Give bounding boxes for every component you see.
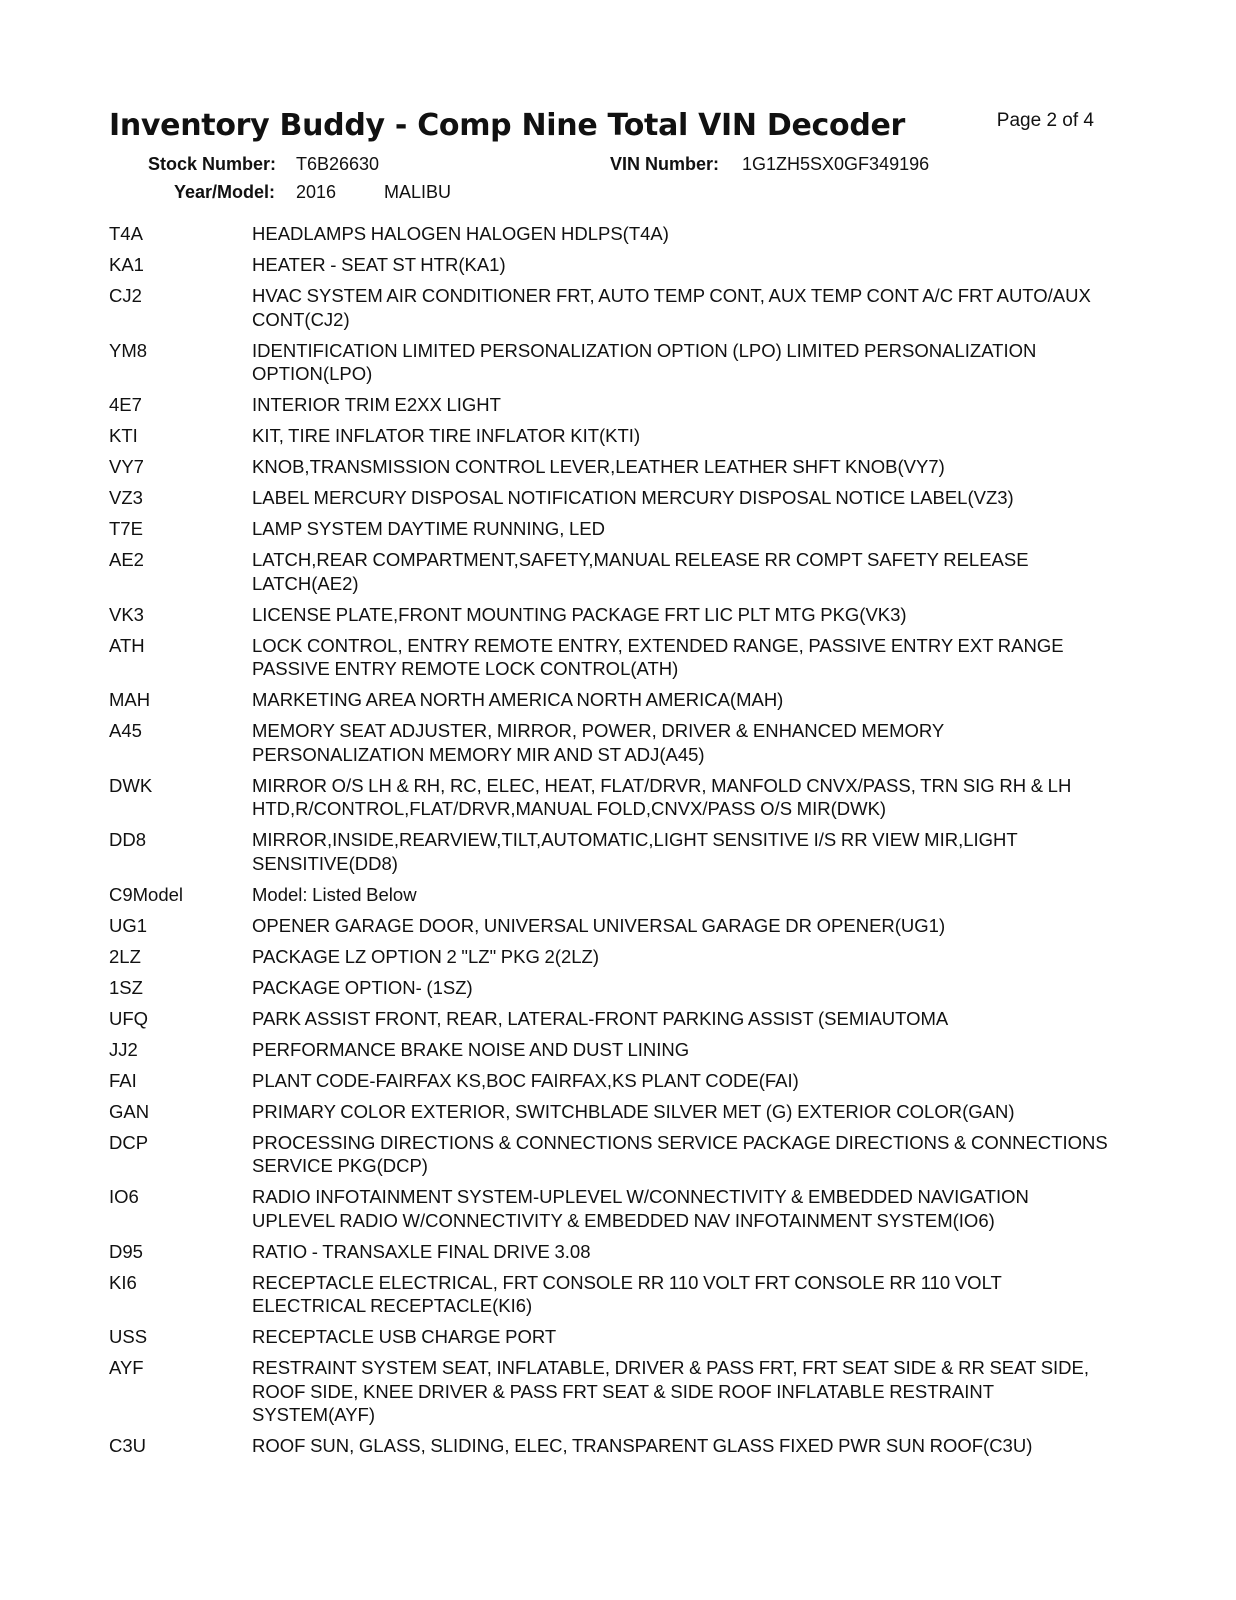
option-row (109, 548, 1109, 595)
option-code: KA1 (109, 254, 144, 275)
option-description: MIRROR,INSIDE,REARVIEW,TILT,AUTOMATIC,LIGHT SENSITIVE I/S RR VIEW MIR,LIGHT SENSITIVE(DD8) (252, 829, 1018, 874)
option-row (109, 222, 1109, 246)
option-row (109, 1271, 1109, 1318)
option-code: T7E (109, 518, 143, 539)
option-row (109, 517, 1109, 541)
option-description: OPENER GARAGE DOOR, UNIVERSAL UNIVERSAL GARAGE DR OPENER(UG1) (252, 914, 946, 936)
option-description: HEADLAMPS HALOGEN HALOGEN HDLPS(T4A) (252, 223, 669, 244)
page-number: Page 2 of 4 (996, 110, 1094, 131)
option-description: MEMORY SEAT ADJUSTER, MIRROR, POWER, DRIVER & ENHANCED MEMORY PERSONALIZATION MEMORY MIR AND ST ADJ(A45) (252, 720, 944, 765)
option-code: 4E7 (109, 394, 142, 415)
option-code: T4A (109, 223, 143, 244)
option-code: 1SZ (109, 976, 143, 998)
option-description: MARKETING AREA NORTH AMERICA NORTH AMERICA(MAH) (252, 689, 784, 710)
option-row (109, 1356, 1109, 1427)
option-row (109, 486, 1109, 510)
option-description: PRIMARY COLOR EXTERIOR, SWITCHBLADE SILVER MET (G) EXTERIOR COLOR(GAN) (252, 1100, 1015, 1122)
option-code: C3U (109, 1435, 147, 1456)
option-description: PROCESSING DIRECTIONS & CONNECTIONS SERVICE PACKAGE DIRECTIONS & CONNECTIONS SERVICE PKG(DCP) (252, 1131, 1108, 1176)
option-code: FAI (109, 1069, 137, 1091)
option-row (109, 1007, 1109, 1031)
option-description: RECEPTACLE ELECTRICAL, FRT CONSOLE RR 110 VOLT FRT CONSOLE RR 110 VOLT ELECTRICAL RECEPTACLE(KI6) (252, 1271, 1002, 1316)
option-row (109, 1434, 1109, 1458)
option-code: 2LZ (109, 945, 141, 967)
option-row (109, 393, 1109, 417)
option-row (109, 828, 1109, 875)
option-row (109, 1325, 1109, 1349)
option-row (109, 1240, 1109, 1264)
option-description: PACKAGE LZ OPTION 2 "LZ" PKG 2(2LZ) (252, 945, 599, 967)
option-description: RADIO INFOTAINMENT SYSTEM-UPLEVEL W/CONNECTIVITY & EMBEDDED NAVIGATION UPLEVEL RADIO W/CONNECTIVITY & EMBEDDED NAV INFOTAINMENT SYSTEM(IO6) (252, 1186, 1029, 1231)
option-row (109, 253, 1109, 277)
option-description: LABEL MERCURY DISPOSAL NOTIFICATION MERCURY DISPOSAL NOTICE LABEL(VZ3) (252, 487, 1014, 508)
option-code: UFQ (109, 1007, 149, 1029)
option-description: LOCK CONTROL, ENTRY REMOTE ENTRY, EXTENDED RANGE, PASSIVE ENTRY EXT RANGE PASSIVE ENTRY REMOTE LOCK CONTROL(ATH) (252, 634, 1064, 679)
option-code: IO6 (109, 1186, 139, 1207)
option-row (109, 1131, 1109, 1178)
option-row (109, 1038, 1109, 1062)
model-value: MALIBU (384, 182, 452, 202)
option-description: RESTRAINT SYSTEM SEAT, INFLATABLE, DRIVER & PASS FRT, FRT SEAT SIDE & RR SEAT SIDE, ROOF SIDE, KNEE DRIVER & PASS FRT SEAT & SIDE ROOF INFLATABLE RESTRAINT SYSTEM(AYF) (252, 1357, 1090, 1425)
option-description: Model: Listed Below (252, 883, 417, 905)
option-row (109, 1100, 1109, 1124)
vin-number-label: VIN Number: (610, 154, 720, 174)
option-code: VZ3 (109, 487, 143, 508)
option-description: ROOF SUN, GLASS, SLIDING, ELEC, TRANSPARENT GLASS FIXED PWR SUN ROOF(C3U) (252, 1435, 1033, 1456)
option-description: HVAC SYSTEM AIR CONDITIONER FRT, AUTO TEMP CONT, AUX TEMP CONT A/C FRT AUTO/AUX CONT(CJ2) (252, 285, 1091, 330)
option-description: INTERIOR TRIM E2XX LIGHT (252, 394, 501, 415)
option-row (109, 284, 1109, 331)
page-title: Inventory Buddy - Comp Nine Total VIN Decoder (109, 108, 906, 143)
option-code: VK3 (109, 603, 144, 625)
option-row (109, 1069, 1109, 1093)
option-description: MIRROR O/S LH & RH, RC, ELEC, HEAT, FLAT/DRVR, MANFOLD CNVX/PASS, TRN SIG RH & LH HTD,R/CONTROL,FLAT/DRVR,MANUAL FOLD,CNVX/PASS O/S MIR(DWK) (252, 774, 1072, 819)
option-row (109, 634, 1109, 681)
year-value: 2016 (296, 182, 337, 202)
option-row (109, 719, 1109, 766)
option-description: KIT, TIRE INFLATOR TIRE INFLATOR KIT(KTI) (252, 425, 641, 446)
option-code: DCP (109, 1131, 149, 1153)
option-code: MAH (109, 689, 151, 710)
stock-number-value: T6B26630 (296, 154, 380, 174)
option-description: PERFORMANCE BRAKE NOISE AND DUST LINING (252, 1038, 690, 1060)
option-row (109, 914, 1109, 938)
option-description: PACKAGE OPTION- (1SZ) (252, 976, 473, 998)
option-code: AE2 (109, 549, 144, 570)
option-code: USS (109, 1326, 148, 1347)
option-description: LATCH,REAR COMPARTMENT,SAFETY,MANUAL RELEASE RR COMPT SAFETY RELEASE LATCH(AE2) (252, 549, 1029, 594)
option-code: CJ2 (109, 285, 142, 306)
vin-number-value: 1G1ZH5SX0GF349196 (742, 154, 930, 174)
stock-number-label: Stock Number: (148, 154, 277, 174)
option-description: IDENTIFICATION LIMITED PERSONALIZATION OPTION (LPO) LIMITED PERSONALIZATION OPTION(LPO) (252, 339, 1037, 384)
option-list (109, 222, 1109, 1465)
option-code: A45 (109, 720, 142, 741)
option-code: YM8 (109, 339, 148, 361)
option-description: HEATER - SEAT ST HTR(KA1) (252, 254, 506, 275)
option-description: LICENSE PLATE,FRONT MOUNTING PACKAGE FRT LIC PLT MTG PKG(VK3) (252, 603, 907, 625)
option-row (109, 945, 1109, 969)
option-description: KNOB,TRANSMISSION CONTROL LEVER,LEATHER LEATHER SHFT KNOB(VY7) (252, 456, 945, 477)
option-code: KTI (109, 425, 138, 446)
option-description: LAMP SYSTEM DAYTIME RUNNING, LED (252, 518, 605, 539)
option-code: KI6 (109, 1271, 137, 1293)
option-row (109, 883, 1109, 907)
option-code: JJ2 (109, 1038, 138, 1060)
option-row (109, 339, 1109, 386)
year-model-label: Year/Model: (174, 182, 276, 202)
option-code: C9Model (109, 883, 184, 905)
option-code: DD8 (109, 829, 147, 850)
option-code: DWK (109, 774, 153, 796)
option-row (109, 774, 1109, 821)
option-row (109, 976, 1109, 1000)
option-code: AYF (109, 1357, 144, 1378)
option-code: D95 (109, 1240, 143, 1262)
option-code: UG1 (109, 914, 148, 936)
option-description: RATIO - TRANSAXLE FINAL DRIVE 3.08 (252, 1240, 591, 1262)
option-row (109, 603, 1109, 627)
option-row (109, 688, 1109, 712)
option-description: PLANT CODE-FAIRFAX KS,BOC FAIRFAX,KS PLANT CODE(FAI) (252, 1069, 799, 1091)
option-description: PARK ASSIST FRONT, REAR, LATERAL-FRONT PARKING ASSIST (SEMIAUTOMA (252, 1007, 949, 1029)
option-description: RECEPTACLE USB CHARGE PORT (252, 1326, 557, 1347)
option-code: GAN (109, 1100, 150, 1122)
option-row (109, 455, 1109, 479)
option-row (109, 424, 1109, 448)
option-row (109, 1185, 1109, 1232)
option-code: VY7 (109, 456, 144, 477)
option-code: ATH (109, 634, 145, 656)
